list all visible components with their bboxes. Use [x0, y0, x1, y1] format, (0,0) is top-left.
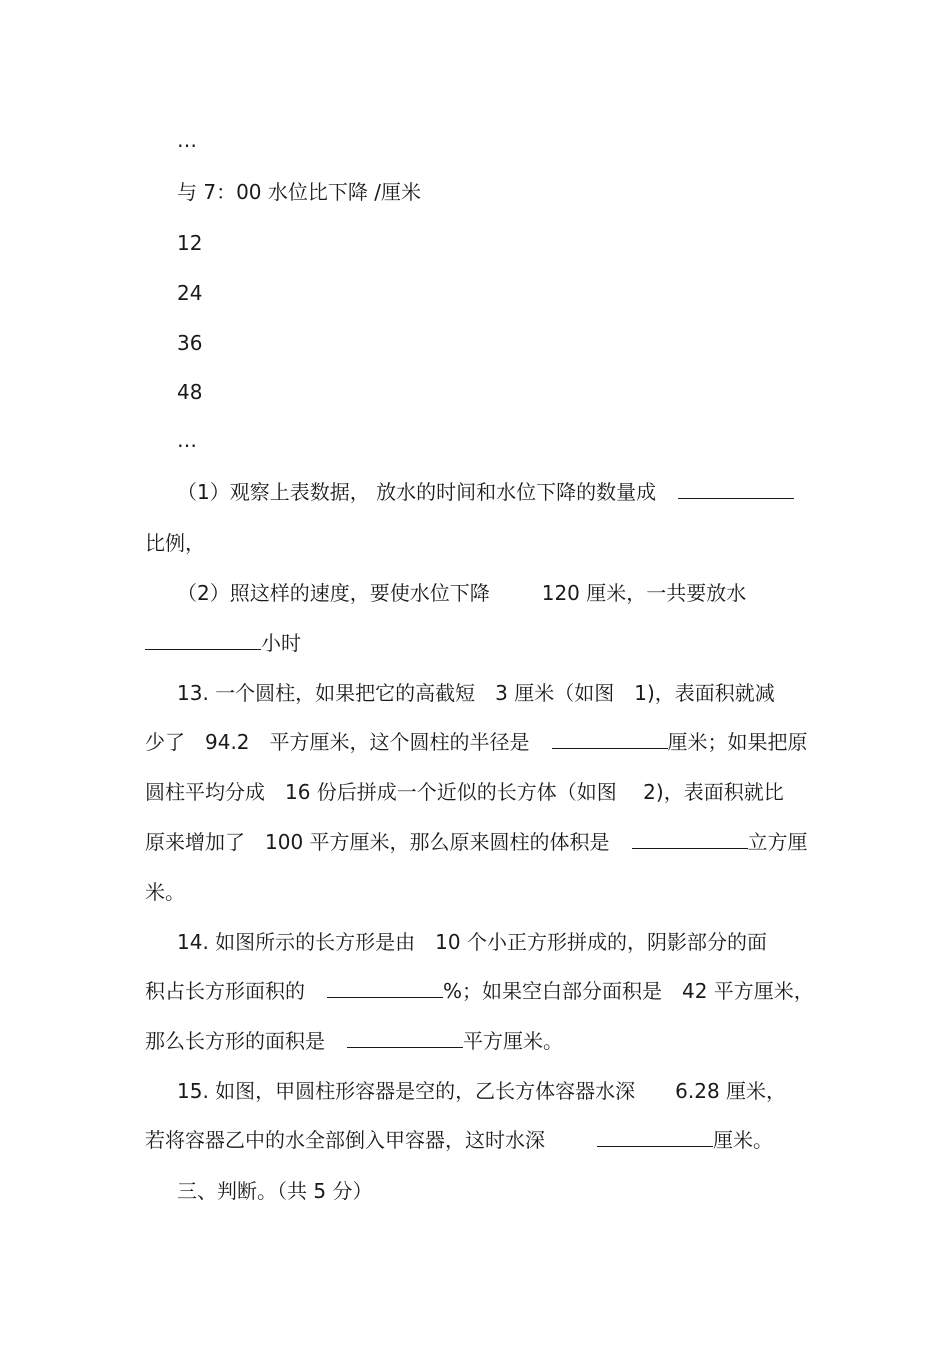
q12-part1-text: （1）观察上表数据， 放水的时间和水位下降的数量成	[177, 480, 657, 504]
q14-line2-b: %；如果空白部分面积是 42 平方厘米，	[443, 979, 814, 1003]
q12-part2	[177, 579, 746, 607]
q12-part2-cont	[145, 629, 301, 657]
q13-line4-b: 立方厘	[747, 830, 808, 854]
q12-part2-value: 120	[541, 581, 580, 605]
q13-line2	[145, 728, 808, 756]
q12-part1	[177, 478, 794, 506]
q15-line1: 15. 如图，甲圆柱形容器是空的，乙长方体容器水深 6.28 厘米，	[177, 1079, 787, 1103]
q13-line4-a: 原来增加了 100 平方厘米，那么原来圆柱的体积是	[145, 830, 610, 854]
q14-line2-a: 积占长方形面积的	[145, 979, 305, 1003]
q13-line2-a: 少了 94.2 平方厘米，这个圆柱的半径是	[145, 730, 530, 754]
q12-part2-text-a: （2）照这样的速度，要使水位下降	[177, 581, 490, 605]
answer-blank[interactable]	[327, 977, 443, 998]
answer-blank[interactable]	[552, 728, 668, 749]
q14-line3-b: 平方厘米。	[463, 1029, 563, 1053]
answer-blank[interactable]	[678, 478, 794, 499]
q13-line3: 圆柱平均分成 16 份后拼成一个近似的长方体（如图 2)，表面积就比	[145, 780, 784, 804]
answer-blank[interactable]	[145, 629, 261, 650]
section-title: 三、判断。（共 5 分）	[177, 1179, 373, 1203]
q13-line4	[145, 828, 808, 856]
table-ellipsis-bottom: …	[177, 428, 197, 452]
table-ellipsis-top: …	[177, 128, 197, 152]
table-value-4: 48	[177, 380, 203, 404]
q14-line2	[145, 977, 814, 1005]
table-header: 与 7：00 水位比下降 /厘米	[177, 180, 421, 204]
answer-blank[interactable]	[632, 828, 748, 849]
q12-part2-text-b: 厘米，一共要放水	[586, 581, 747, 605]
table-value-1: 12	[177, 231, 203, 255]
q15-line2-a: 若将容器乙中的水全部倒入甲容器，这时水深	[145, 1128, 545, 1152]
answer-blank[interactable]	[347, 1027, 463, 1048]
q14-line1: 14. 如图所示的长方形是由 10 个小正方形拼成的，阴影部分的面	[177, 930, 767, 954]
table-value-3: 36	[177, 331, 203, 355]
q12-part2-unit: 小时	[261, 631, 301, 655]
q14-line3-a: 那么长方形的面积是	[145, 1029, 325, 1053]
q12-part1-cont: 比例，	[145, 531, 205, 555]
q13-line5: 米。	[145, 880, 185, 904]
q13-line1: 13. 一个圆柱，如果把它的高截短 3 厘米（如图 1)，表面积就减	[177, 681, 775, 705]
q15-line2	[145, 1126, 773, 1154]
answer-blank[interactable]	[597, 1126, 713, 1147]
q13-line2-b: 厘米；如果把原	[667, 730, 808, 754]
q15-line2-b: 厘米。	[713, 1128, 773, 1152]
q14-line3	[145, 1027, 563, 1055]
table-value-2: 24	[177, 281, 203, 305]
